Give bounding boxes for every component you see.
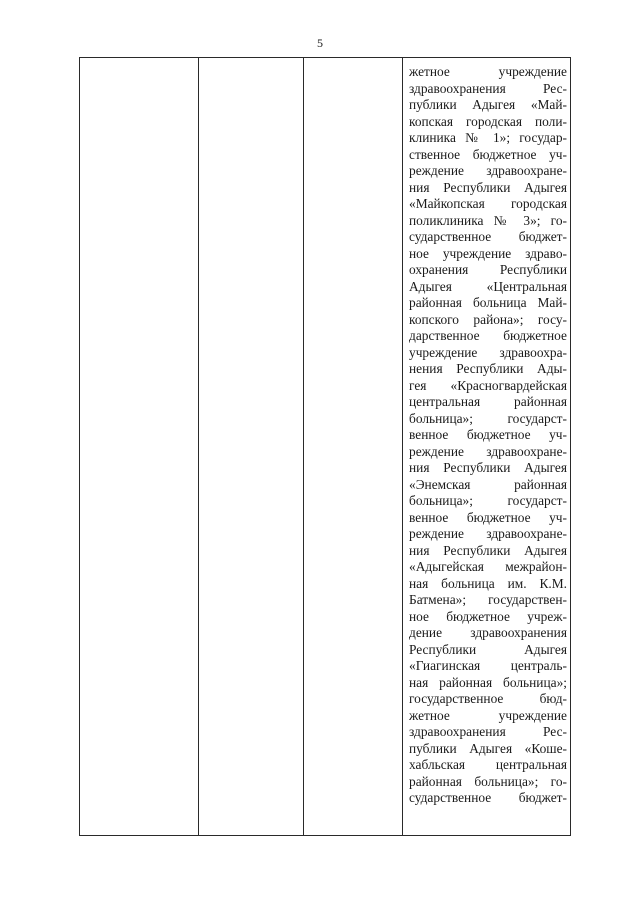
text-line: больница»; государст- [409,410,567,426]
text-line: реждение здравоохране- [409,526,567,541]
text-line: дарственное бюджетное [409,328,567,343]
text-line: ственное бюджетное уч- [409,146,567,162]
text-line: охранения Республики [409,262,567,277]
text-line: копского района»; госу- [409,311,567,327]
text-line: ния Республики Адыгея [409,460,567,475]
text-line: хабльская центральная [409,757,567,772]
text-line: жетное учреждение [409,64,567,79]
text-line: районная больница Май- [409,295,567,310]
page-number: 5 [317,36,323,50]
text-line: сударственное бюджет- [409,790,567,805]
document-table [79,57,571,836]
text-line: клиника № 1»; государ- [409,130,567,145]
text-line: венное бюджетное уч- [409,509,567,525]
institution-list-text [403,58,570,807]
text-line: ная районная больница»; [409,674,567,690]
table-cell-col-1 [80,58,199,836]
table-cell-col-3 [304,58,403,836]
text-line: нения Республики Ады- [409,361,567,376]
text-line: центральная районная [409,394,567,409]
text-line: «Адыгейская межрайон- [409,559,567,574]
text-line: «Гиагинская централь- [409,658,567,673]
text-line: Адыгея «Центральная [409,278,567,294]
text-line: учреждение здравоохра- [409,344,567,360]
text-line: Батмена»; государствен- [409,592,567,607]
text-line: ное учреждение здраво- [409,245,567,261]
text-line: здравоохранения Рес- [409,724,567,739]
text-line: поликлиника № 3»; го- [409,212,567,228]
text-line: государственное бюд- [409,691,567,706]
text-line: больница»; государст- [409,493,567,508]
text-line: ния Республики Адыгея [409,179,567,195]
table-cell-col-2 [199,58,304,836]
text-line: ное бюджетное учреж- [409,608,567,624]
table-cell-col-4 [403,58,571,836]
text-line: Республики Адыгея [409,641,567,657]
text-line: реждение здравоохране- [409,443,567,459]
text-line: районная больница»; го- [409,773,567,789]
text-line: гея «Красногвардейская [409,377,567,393]
text-line: ная больница им. К.М. [409,575,567,591]
text-line: дение здравоохранения [409,625,567,640]
text-line: здравоохранения Рес- [409,80,567,96]
table-row [80,58,571,836]
text-line: венное бюджетное уч- [409,427,567,442]
text-line: ния Республики Адыгея [409,542,567,558]
text-line: «Майкопская городская [409,196,567,211]
text-line: жетное учреждение [409,707,567,723]
text-line: «Энемская районная [409,476,567,492]
text-line: публики Адыгея «Коше- [409,740,567,756]
text-line: копская городская поли- [409,113,567,129]
text-line: реждение здравоохране- [409,163,567,178]
text-line: сударственное бюджет- [409,229,567,244]
text-line: публики Адыгея «Май- [409,97,567,112]
